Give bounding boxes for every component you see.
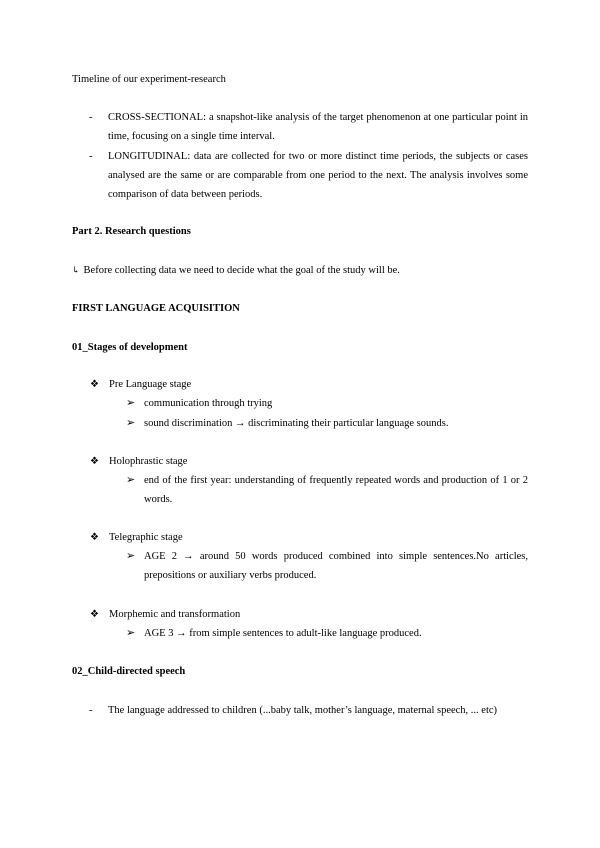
stage-pre-language bbox=[90, 375, 528, 394]
list-item-longitudinal bbox=[72, 147, 528, 204]
stage-title: Telegraphic stage bbox=[109, 532, 183, 543]
stage-detail bbox=[126, 471, 528, 509]
arrowhead-bullet-icon: ➢ bbox=[126, 417, 136, 429]
stage-telegraphic bbox=[90, 528, 528, 547]
stage-detail-text: end of the first year: understanding of frequently repeated words and production of 1 or 2 words. bbox=[144, 475, 528, 505]
dash-bullet: - bbox=[89, 705, 93, 716]
stage-detail-text: communication through trying bbox=[144, 398, 273, 409]
stage-detail bbox=[126, 624, 528, 643]
stage-detail-text: AGE 2 → around 50 words produced combined into simple sentences.No articles, prepositions or auxiliary verbs produced. bbox=[144, 551, 528, 581]
section01-heading: 01_Stages of development bbox=[72, 342, 188, 353]
section02-heading: 02_Child-directed speech bbox=[72, 666, 186, 677]
stage-title: Pre Language stage bbox=[109, 379, 192, 390]
stage-detail bbox=[126, 547, 528, 585]
arrowhead-bullet-icon: ➢ bbox=[126, 397, 136, 409]
return-arrow-icon: ↳ bbox=[72, 265, 80, 275]
diamond-bullet-icon: ❖ bbox=[90, 532, 99, 543]
diamond-bullet-icon: ❖ bbox=[90, 379, 99, 390]
stage-detail bbox=[126, 394, 528, 413]
arrowhead-bullet-icon: ➢ bbox=[126, 474, 136, 486]
stage-title: Holophrastic stage bbox=[109, 456, 188, 467]
diamond-bullet-icon: ❖ bbox=[90, 456, 99, 467]
fla-heading: FIRST LANGUAGE ACQUISITION bbox=[72, 303, 240, 314]
dash-bullet: - bbox=[89, 112, 93, 123]
arrowhead-bullet-icon: ➢ bbox=[126, 627, 136, 639]
list-item-text: The language addressed to children (...baby talk, mother’s language, maternal speech, ... etc) bbox=[108, 705, 498, 716]
diamond-bullet-icon: ❖ bbox=[90, 609, 99, 620]
part2-heading: Part 2. Research questions bbox=[72, 226, 191, 237]
dash-bullet: - bbox=[89, 151, 93, 162]
arrowhead-bullet-icon: ➢ bbox=[126, 550, 136, 562]
part2-note-text: Before collecting data we need to decide what the goal of the study will be. bbox=[83, 265, 400, 276]
list-item-child-directed-speech bbox=[72, 701, 528, 720]
stage-detail bbox=[126, 414, 528, 433]
stage-detail-text: AGE 3 → from simple sentences to adult-like language produced. bbox=[144, 628, 422, 639]
list-item-text: CROSS-SECTIONAL: a snapshot-like analysis of the target phenomenon at one particular point in time, focusing on a single time interval. bbox=[108, 112, 528, 142]
stage-detail-text: sound discrimination → discriminating their particular language sounds. bbox=[144, 418, 449, 429]
stage-title: Morphemic and transformation bbox=[109, 609, 241, 620]
timeline-heading: Timeline of our experiment-research bbox=[72, 74, 226, 85]
part2-note bbox=[72, 261, 528, 280]
list-item-text: LONGITUDINAL: data are collected for two or more distinct time periods, the subjects or cases analysed are the same or are comparable from one period to the next. The analysis involves some comparison of data between periods. bbox=[108, 151, 528, 200]
stage-holophrastic bbox=[90, 452, 528, 471]
list-item-cross-sectional bbox=[72, 108, 528, 146]
stage-morphemic bbox=[90, 605, 528, 624]
